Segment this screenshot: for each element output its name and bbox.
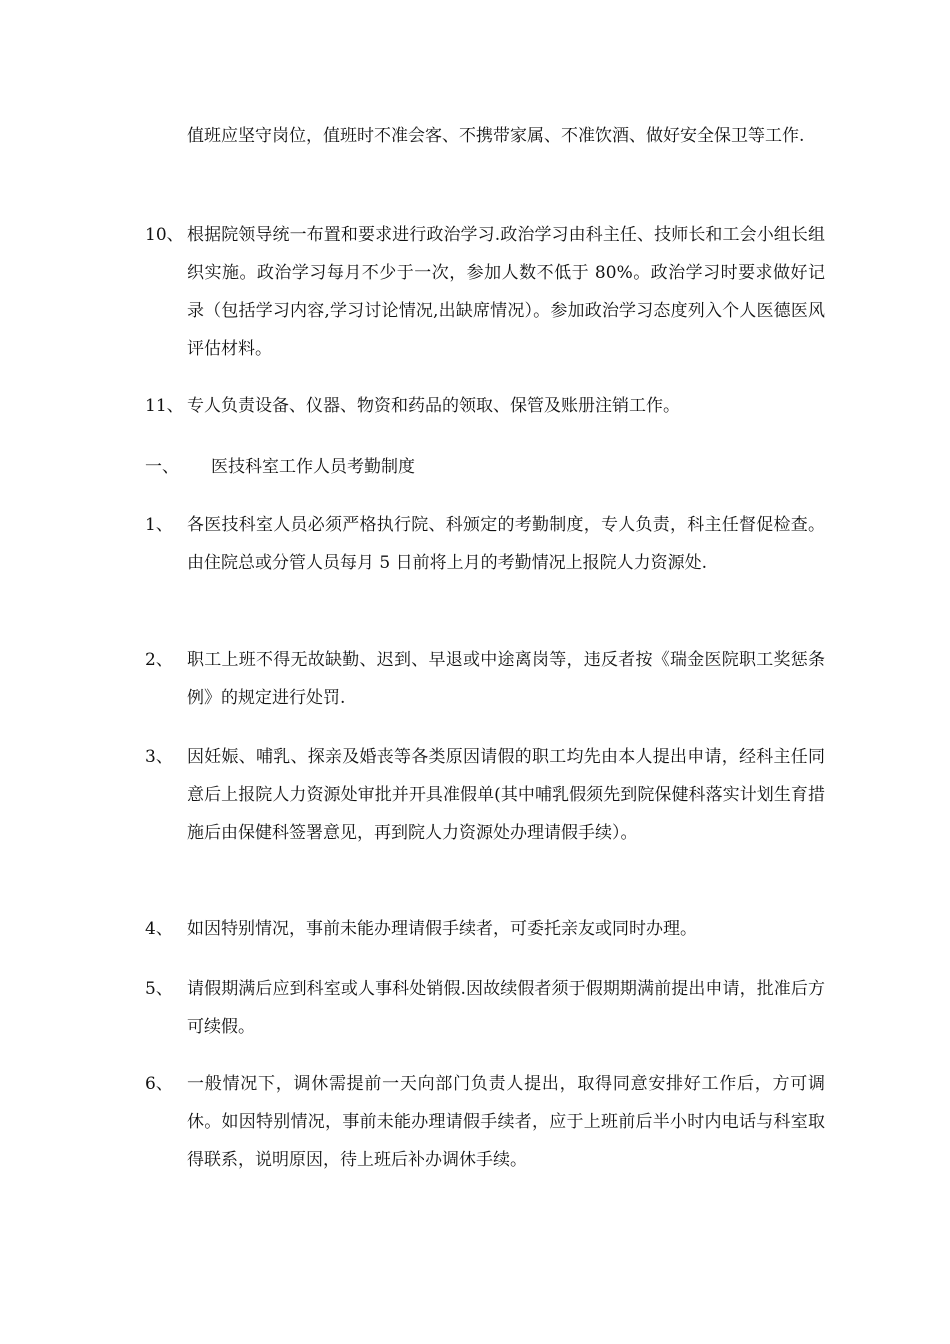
item-number: 1、 <box>145 515 173 535</box>
item-number: 2、 <box>145 650 173 670</box>
list-item-5 <box>145 970 825 1046</box>
section-heading <box>145 448 825 486</box>
item-text: 各医技科室人员必须严格执行院、科颁定的考勤制度，专人负责，科主任督促检查。由住院总或分管人员每月 5 日前将上月的考勤情况上报院人力资源处. <box>187 515 825 573</box>
list-item-continuation <box>145 117 825 155</box>
item-text: 因妊娠、哺乳、探亲及婚丧等各类原因请假的职工均先由本人提出申请，经科主任同意后上报院人力资源处审批并开具准假单(其中哺乳假须先到院保健科落实计划生育措施后由保健科签署意见，再到院人力资源处办理请假手续）。 <box>187 747 825 843</box>
list-item-1 <box>145 506 825 582</box>
list-item-3 <box>145 738 825 852</box>
list-item-6 <box>145 1065 825 1179</box>
item-number: 4、 <box>145 919 173 939</box>
item-text: 职工上班不得无故缺勤、迟到、早退或中途离岗等，违反者按《瑞金医院职工奖惩条例》的规定进行处罚. <box>187 650 825 708</box>
item-text: 一般情况下，调休需提前一天向部门负责人提出，取得同意安排好工作后，方可调休。如因特别情况，事前未能办理请假手续者，应于上班前后半小时内电话与科室取得联系，说明原因，待上班后补办调休手续。 <box>187 1074 825 1170</box>
item-number: 10、 <box>145 225 184 245</box>
list-item-11 <box>145 387 825 425</box>
section-title: 医技科室工作人员考勤制度 <box>211 457 415 477</box>
section-number: 一、 <box>145 457 179 477</box>
item-text: 请假期满后应到科室或人事科处销假.因故续假者须于假期期满前提出申请，批准后方可续假。 <box>187 979 825 1037</box>
list-item-4 <box>145 910 825 948</box>
item-text: 专人负责设备、仪器、物资和药品的领取、保管及账册注销工作。 <box>187 396 680 416</box>
item-text: 值班应坚守岗位，值班时不准会客、不携带家属、不准饮酒、做好安全保卫等工作. <box>187 126 805 146</box>
item-number: 3、 <box>145 747 173 767</box>
item-number: 6、 <box>145 1074 173 1094</box>
item-text: 如因特别情况，事前未能办理请假手续者，可委托亲友或同时办理。 <box>187 919 697 939</box>
list-item-2 <box>145 641 825 717</box>
item-number: 11、 <box>145 396 184 416</box>
item-text: 根据院领导统一布置和要求进行政治学习.政治学习由科主任、技师长和工会小组长组织实施。政治学习每月不少于一次，参加人数不低于 80%。政治学习时要求做好记录（包括学习内容,学习讨论情况,出缺席情况）。参加政治学习态度列入个人医德医风评估材料。 <box>187 225 825 359</box>
list-item-10 <box>145 216 825 368</box>
item-number: 5、 <box>145 979 173 999</box>
